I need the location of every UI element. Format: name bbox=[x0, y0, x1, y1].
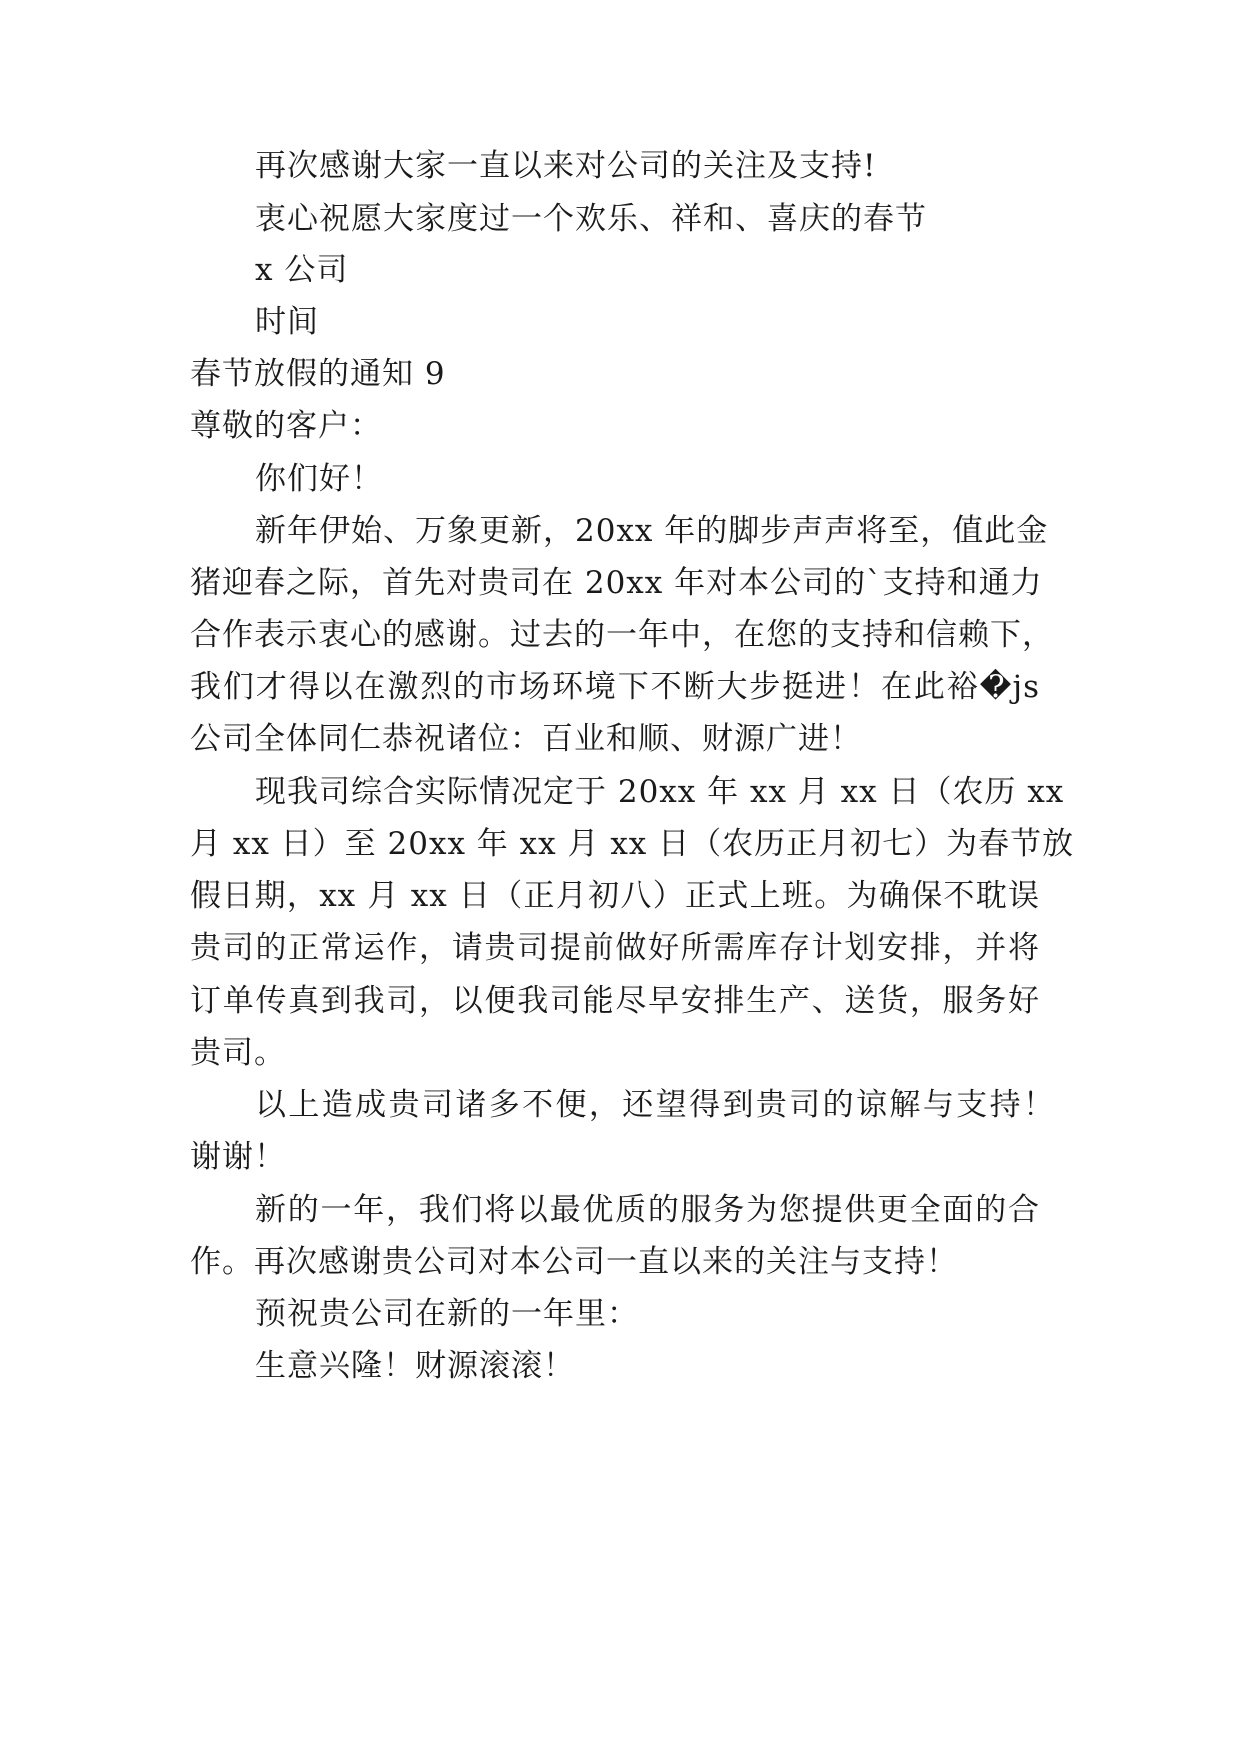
notice-greeting: 你们好！ bbox=[255, 461, 383, 497]
paragraph-2-line-6: 贵司。 bbox=[190, 1035, 286, 1071]
closing-company-line: x 公司 bbox=[255, 252, 349, 288]
notice-salutation: 尊敬的客户： bbox=[190, 408, 382, 444]
closing-time-line: 时间 bbox=[255, 304, 319, 340]
notice-title: 春节放假的通知 9 bbox=[190, 356, 446, 392]
wish-line: 生意兴隆！财源滚滚！ bbox=[255, 1348, 575, 1384]
paragraph-2-line-3: 假日期，xx 月 xx 日（正月初八）正式上班。为确保不耽误 bbox=[190, 878, 1040, 914]
closing-wish-line: 衷心祝愿大家度过一个欢乐、祥和、喜庆的春节 bbox=[255, 201, 927, 237]
wish-intro-line: 预祝贵公司在新的一年里： bbox=[255, 1296, 639, 1332]
paragraph-1-line-5: 公司全体同仁恭祝诸位：百业和顺、财源广进！ bbox=[190, 721, 862, 757]
paragraph-2-line-4: 贵司的正常运作，请贵司提前做好所需库存计划安排，并将 bbox=[190, 930, 1040, 966]
paragraph-2-line-5: 订单传真到我司，以便我司能尽早安排生产、送货，服务好 bbox=[190, 983, 1040, 1019]
paragraph-3-line-2: 谢谢！ bbox=[190, 1139, 286, 1175]
paragraph-2-line-2: 月 xx 日）至 20xx 年 xx 月 xx 日（农历正月初七）为春节放 bbox=[190, 826, 1075, 862]
paragraph-4-line-2: 作。再次感谢贵公司对本公司一直以来的关注与支持！ bbox=[190, 1244, 958, 1280]
paragraph-1-line-1: 新年伊始、万象更新，20xx 年的脚步声声将至，值此金 bbox=[255, 513, 1049, 549]
paragraph-1-line-4: 我们才得以在激烈的市场环境下不断大步挺进！在此裕�js bbox=[190, 669, 1040, 705]
paragraph-3-line-1: 以上造成贵司诸多不便，还望得到贵司的谅解与支持！ bbox=[255, 1087, 1055, 1123]
paragraph-2-line-1: 现我司综合实际情况定于 20xx 年 xx 月 xx 日（农历 xx bbox=[255, 774, 1065, 810]
paragraph-1-line-2: 猪迎春之际，首先对贵司在 20xx 年对本公司的`支持和通力 bbox=[190, 565, 1043, 601]
closing-thanks-line: 再次感谢大家一直以来对公司的关注及支持! bbox=[255, 148, 877, 184]
paragraph-1-line-3: 合作表示衷心的感谢。过去的一年中，在您的支持和信赖下， bbox=[190, 617, 1054, 653]
paragraph-4-line-1: 新的一年，我们将以最优质的服务为您提供更全面的合 bbox=[255, 1192, 1040, 1228]
